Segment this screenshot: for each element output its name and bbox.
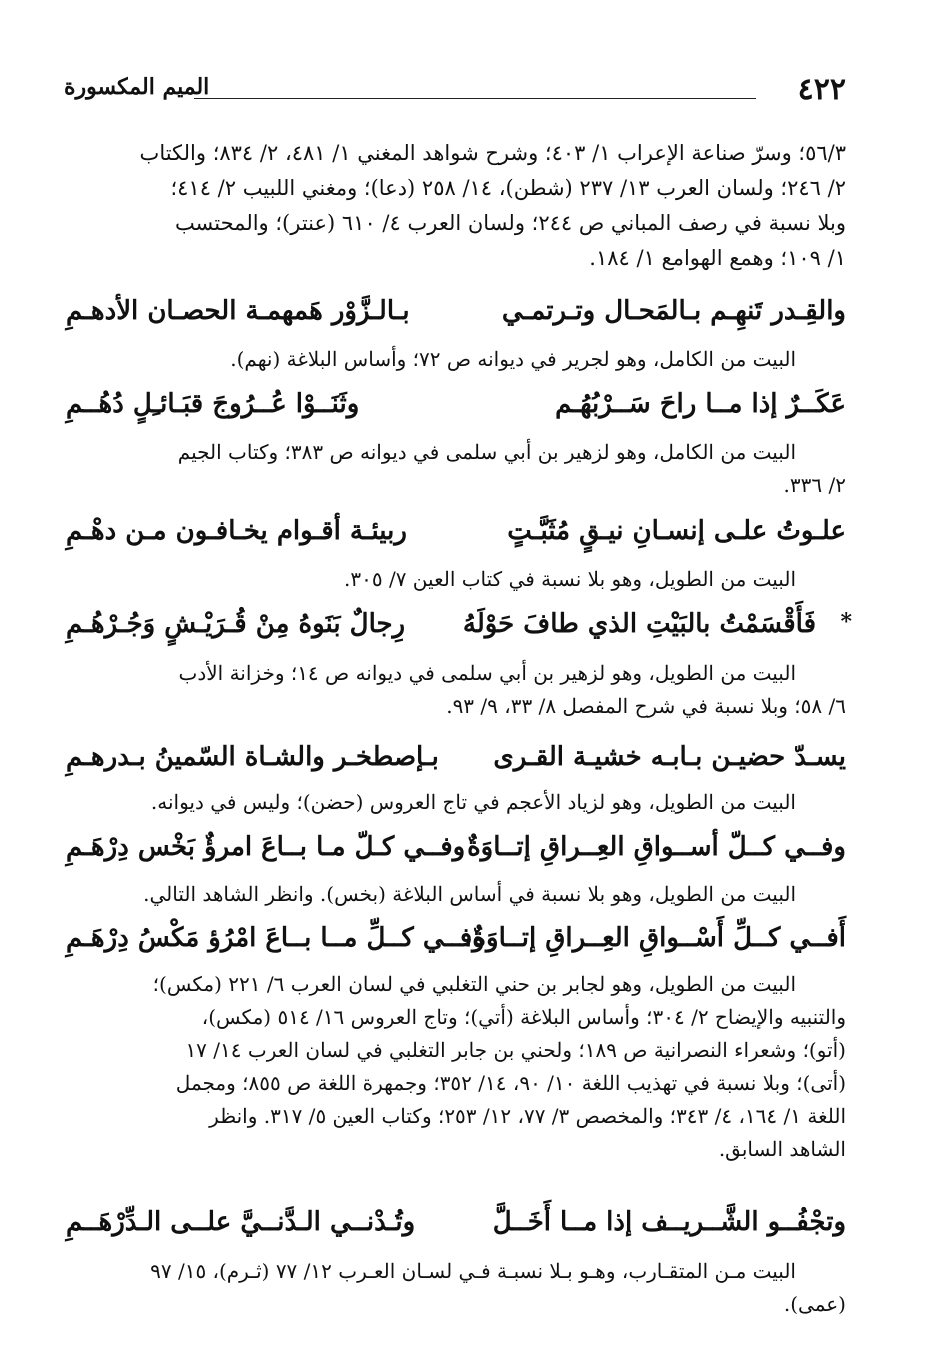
verse-second-hemistich: رِجالٌ بَنَوهُ مِنْ قُـرَيْـشٍ وَجُـرْهُـمِ [66,609,406,639]
verse-line [66,738,846,784]
verse-first-hemistich: وفــي كــلّ أســواقِ العِــراقِ إتــاوَةٌ [467,832,846,862]
note-line: (أتو)؛ وشعراء النصرانية ص ١٨٩؛ ولحني بن جابر التغلبي في لسان العرب ١٤/ ١٧ [185,1038,846,1062]
verse-line [66,919,846,965]
verse-line [66,605,852,651]
asterisk-marker: * [840,609,852,635]
verse-line [66,1203,846,1249]
note-line: البيت مـن المتقـارب، وهـو بـلا نسبـة فـي لسـان العـرب ١٢/ ٧٧ (ثـرم)، ١٥/ ٩٧ [150,1259,796,1283]
note-line: البيت من الكامل، وهو لجرير في ديوانه ص ٧٢؛ وأساس البلاغة (نهم). [230,347,796,371]
verse-note [66,1255,846,1321]
verse-note [66,878,846,911]
verse-note [66,968,846,1166]
note-line: البيت من الطويل، وهو لزياد الأعجم في تاج العروس (حضن)؛ وليس في ديوانه. [150,790,796,814]
verse-second-hemistich: وثَنَــوْا عُــرُوجَ قبَـائـِلٍ دُهُــمِ [66,389,360,419]
reference-line: وبلا نسبة في رصف المباني ص ٢٤٤؛ ولسان العرب ٤/ ٦١٠ (عنتر)؛ والمحتسب [174,211,846,235]
verse-line [66,828,846,874]
verse-note [66,657,846,723]
verse-second-hemistich: ربيئـة أقـوام يخـافـون مـن دهْـمِ [66,516,407,546]
running-title: الميم المكسورة [64,74,210,100]
reference-line: ١/ ١٠٩؛ وهمع الهوامع ١/ ١٨٤. [589,246,846,270]
note-line: اللغة ١/ ١٦٤، ٤/ ٣٤٣؛ والمخصص ٣/ ٧٧، ١٢/ ٢٥٣؛ وكتاب العين ٥/ ٣١٧. وانظر [209,1104,846,1128]
header-rule [194,98,756,99]
note-line: البيت من الطويل، وهو بلا نسبة في كتاب العين ٧/ ٣٠٥. [344,567,796,591]
note-line: البيت من الطويل، وهو بلا نسبة في أساس البلاغة (بخس). وانظر الشاهد التالي. [143,882,796,906]
verse-line [66,385,846,431]
verse-note [66,786,846,819]
verse-first-hemistich: والقِـدر تَنهِـم بـالمَحـال وتـرتمـي [501,296,846,326]
note-line: ٢/ ٣٣٦. [783,473,846,497]
verse-note [66,563,846,596]
verse-second-hemistich: وفــي كــلِّ مــا بــاعَ امْرُؤ مَكْسُ دِرْهَـمِ [66,923,485,953]
reference-line: ٢/ ٢٤٦؛ ولسان العرب ١٣/ ٢٣٧ (شطن)، ١٤/ ٢٥٨ (دعا)؛ ومغني اللبيب ٢/ ٤١٤؛ [170,176,846,200]
verse-second-hemistich: بـإصطخـر والشـاة السّمينُ بـدرهـمِ [66,742,439,772]
verse-first-hemistich: علـوتُ علـى إنسـانِ نيـقٍ مُثَبَّـتٍ [507,516,846,546]
note-line: البيت من الطويل، وهو لجابر بن حني التغلبي في لسان العرب ٦/ ٢٢١ (مكس)؛ [152,972,796,996]
note-line: البيت من الكامل، وهو لزهير بن أبي سلمى في ديوانه ص ٣٨٣؛ وكتاب الجيم [177,440,796,464]
note-line: الشاهد السابق. [718,1137,846,1161]
note-line: ٦/ ٥٨؛ وبلا نسبة في شرح المفصل ٨/ ٣٣، ٩/ ٩٣. [446,694,846,718]
verse-line [66,292,846,338]
verse-first-hemistich: أَفــي كــلِّ أَسْــواقِ العِــراقِ إتــاوَةٌ، [464,923,846,953]
top-references [66,136,846,276]
verse-note [66,343,846,376]
verse-second-hemistich: وتُـدْنــي الـدَّنــيَّ علــى الـدِّرْهَــمِ [66,1207,416,1237]
note-line: البيت من الطويل، وهو لزهير بن أبي سلمى في ديوانه ص ١٤؛ وخزانة الأدب [178,661,796,685]
verse-first-hemistich: عَكَــرٌ إذا مــا راحَ سَــرْبُهُـم [555,389,846,419]
verse-second-hemistich: بـالـزَّوْر هَمهمـة الحصـان الأدهـمِ [66,296,410,326]
verse-second-hemistich: وفــي كـلّ مـا بــاعَ امرؤٌ بَخْس دِرْهَـمِ [66,832,466,862]
note-line: (أتى)؛ وبلا نسبة في تهذيب اللغة ١٠/ ٩٠، ١٤/ ٣٥٢؛ وجمهرة اللغة ص ٨٥٥؛ ومجمل [175,1071,846,1095]
verse-line [66,512,846,558]
note-line: والتنبيه والإيضاح ٢/ ٣٠٤؛ وأساس البلاغة (أتي)؛ وتاج العروس ١٦/ ٥١٤ (مكس)، [201,1005,846,1029]
page-number: ٤٢٢ [797,72,846,107]
verse-first-hemistich: يسـدّ حضيـن بـابـه خشيـة القـرى [493,742,846,772]
verse-note [66,436,846,502]
reference-line: ٥٦/٣؛ وسرّ صناعة الإعراب ١/ ٤٠٣؛ وشرح شواهد المغني ١/ ٤٨١، ٢/ ٨٣٤؛ والكتاب [139,141,846,165]
note-line: (عمى). [783,1292,846,1316]
verse-first-hemistich: وتجْفُــو الشَّــريــف إذا مــا أَخَــلَّ [492,1207,846,1237]
verse-first-hemistich: فَأَقْسَمْتُ بالبَيْتِ الذي طافَ حَوْلَهُ [462,609,816,639]
page-header [64,70,846,110]
